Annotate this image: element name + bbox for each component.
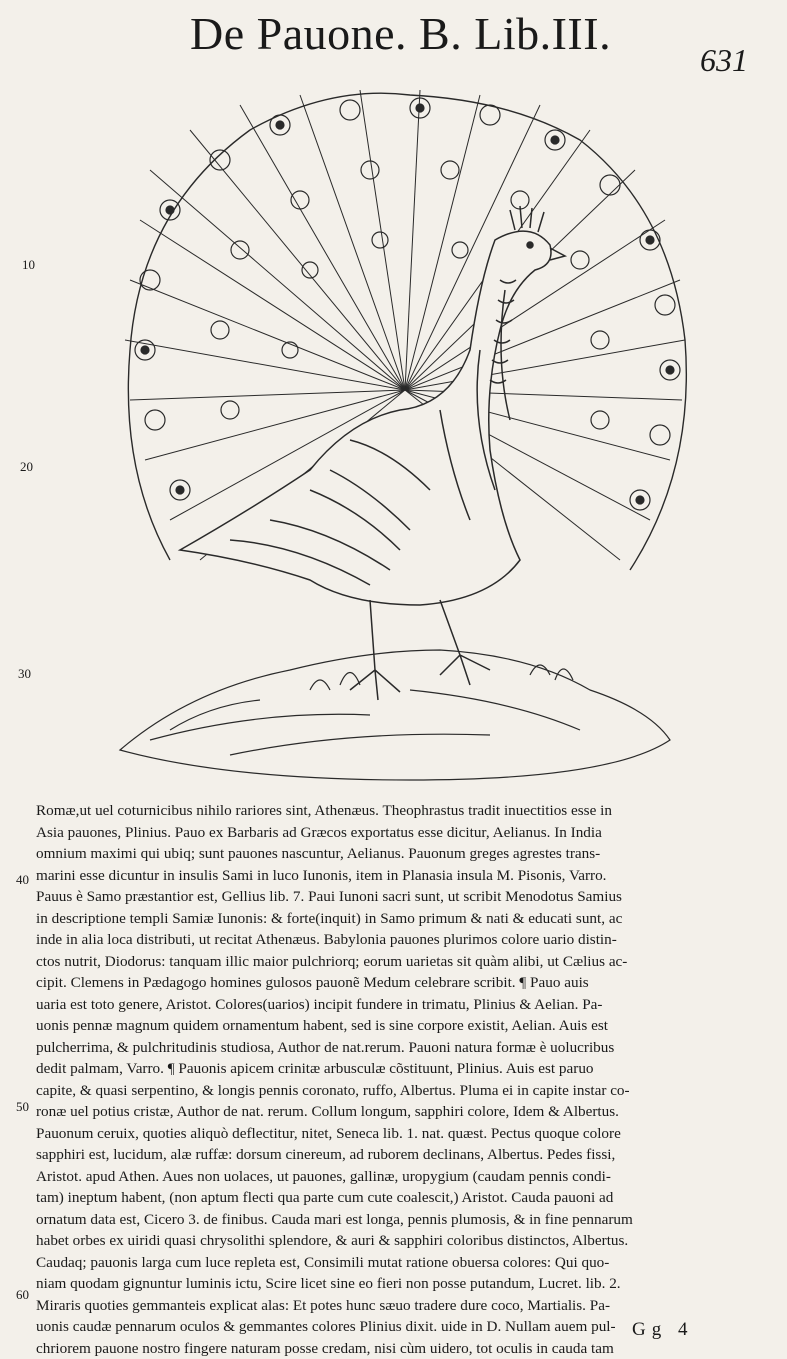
text-line: Pauonum ceruix, quoties aliquò deflectitur, nitet, Seneca lib. 1. nat. quæst. Pectus quoque colore	[36, 1123, 776, 1145]
text-line: capite, & quasi serpentino, & longis pennis coronato, ruffo, Albertus. Pluma ei in capite instar co-	[36, 1080, 776, 1102]
text-line: cipit. Clemens in Pædagogo homines gulosos pauonẽ Medum celebrare scribit. ¶ Pauo auis	[36, 972, 776, 994]
page-number: 631	[700, 40, 748, 80]
text-line: sapphiri est, lucidum, alæ ruffæ: dorsum cinereum, ad ruborem declinans, Albertus. Pedes fissi,	[36, 1144, 776, 1166]
text-line: ctos nutrit, Diodorus: tanquam illic maior pulchriorq; eorum uarietas sit quàm alibi, ut Cælius ac-	[36, 951, 776, 973]
text-line: ronæ uel potius cristæ, Author de nat. rerum. Collum longum, sapphiri colore, Idem & Albertus.	[36, 1101, 776, 1123]
text-line: ornatum data est, Cicero 3. de finibus. Cauda mari est longa, pennis plumosis, & in fine pennarum	[36, 1209, 776, 1231]
peacock-woodcut-illustration	[110, 90, 700, 790]
text-line: dedit palmam, Varro. ¶ Pauonis apicem crinitæ arbusculæ cõstituunt, Plinius. Auis est paruo	[36, 1058, 776, 1080]
text-line: Aristot. apud Athen. Aues non uolaces, ut pauones, gallinæ, uropygium (caudam pennis condi-	[36, 1166, 776, 1188]
text-line: uaria est toto genere, Aristot. Colores(uarios) incipit fundere in trimatu, Plinius & Aelian. Pa-	[36, 994, 776, 1016]
text-line: Pauus è Samo præstantior est, Gellius lib. 7. Paui Iunoni sacri sunt, ut scribit Menodotus Samius	[36, 886, 776, 908]
text-line: Caudaq; pauonis larga cum luce repleta est, Consimili mutat ratione obuersa colores: Qui quo-	[36, 1252, 776, 1274]
margin-line-number: 60	[16, 1288, 29, 1302]
text-line: omnium maximi qui ubiq; sunt pauones nascuntur, Aelianus. Pauonum greges agrestes trans-	[36, 843, 776, 865]
running-title: De Pauone. B. Lib.III.	[190, 6, 611, 62]
margin-line-number: 10	[22, 258, 35, 272]
text-line: uonis caudæ pennarum oculos & gemmantes colores Plinius dixit. uide in D. Nullam auem pul-	[36, 1316, 776, 1338]
text-line: marini esse dicuntur in insulis Sami in luco Iunonis, item in Planasia insula M. Pisonis, Varro.	[36, 865, 776, 887]
text-line: pulcherrima, & pulchritudinis studiosa, Author de nat.rerum. Pauoni natura formæ è uolucribus	[36, 1037, 776, 1059]
text-line: niam quodam gignuntur luminis ictu, Scire licet sine eo fieri non posse putandum, Lucret. lib. 2.	[36, 1273, 776, 1295]
margin-line-number: 50	[16, 1100, 29, 1114]
text-line: Romæ,ut uel coturnicibus nihilo rariores sint, Athenæus. Theophrastus tradit inuectitios esse in	[36, 800, 776, 822]
text-line: uonis pennæ magnum quidem ornamentum habent, sed is sine corpore existit, Aelian. Auis est	[36, 1015, 776, 1037]
margin-line-number: 20	[20, 460, 33, 474]
margin-line-number: 30	[18, 667, 31, 681]
body-text	[36, 800, 776, 1359]
text-line: habet orbes ex uiridi quasi chrysolithi splendore, & auri & sapphiri coloribus distinctos, Albertus.	[36, 1230, 776, 1252]
ground-mound	[120, 650, 670, 780]
margin-line-number: 40	[16, 873, 29, 887]
text-line: tam) ineptum habent, (non aptum flecti qua parte cum cute coalescit,) Aristot. Cauda pauoni ad	[36, 1187, 776, 1209]
signature-mark: Gg 4	[632, 1318, 693, 1342]
text-line: inde in alia loca distributi, ut recitat Athenæus. Babylonia pauones plurimos colore uario distin-	[36, 929, 776, 951]
text-line: Miraris quoties gemmanteis explicat alas: Et potes hunc sæuo tradere dure coco, Martialis. Pa-	[36, 1295, 776, 1317]
text-line: Asia pauones, Plinius. Pauo ex Barbaris ad Græcos exportatus esse dicitur, Aelianus. In India	[36, 822, 776, 844]
text-line: chriorem pauone nostro fingere naturam posse credam, nisi cùm uidero, tot oculis in cauda tam	[36, 1338, 776, 1359]
text-line: in descriptione templi Samiæ Iunonis: & forte(inquit) in Samo primum & nati & educati sunt, ac	[36, 908, 776, 930]
